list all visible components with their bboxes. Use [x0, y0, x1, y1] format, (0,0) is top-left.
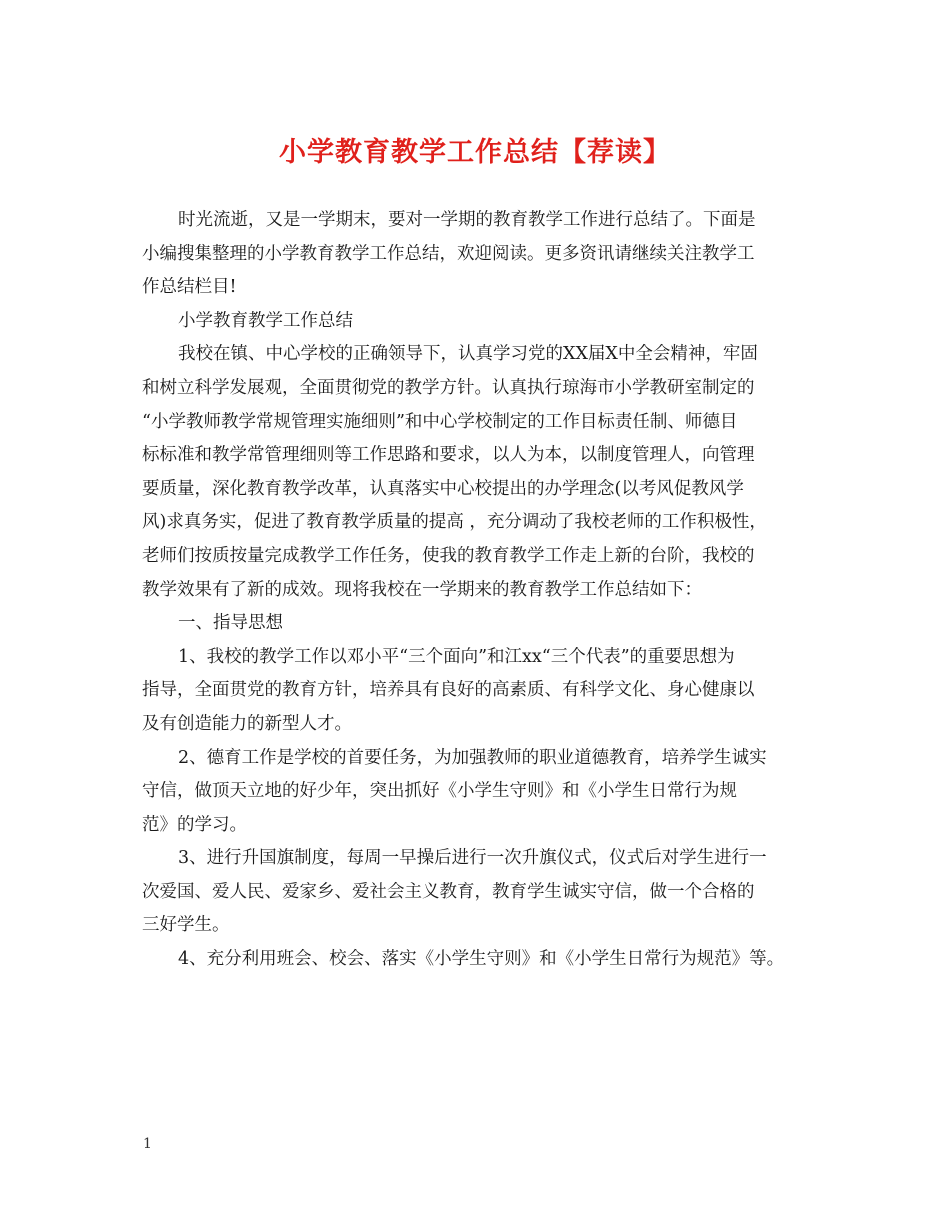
document-body	[142, 204, 822, 977]
document-title: 小学教育教学工作总结【荐读】	[279, 137, 671, 168]
text-line: 1、我校的教学工作以邓小平“三个面向”和江xx“三个代表”的重要思想为	[178, 646, 735, 667]
text-line: 2、德育工作是学校的首要任务，为加强教师的职业道德教育，培养学生诚实	[178, 747, 767, 768]
text-line: 三好学生。	[142, 915, 230, 936]
text-line: 老师们按质按量完成教学工作任务，使我的教育教学工作走上新的台阶，我校的	[142, 545, 755, 566]
text-line: 4、充分利用班会、校会、落实《小学生守则》和《小学生日常行为规范》等。	[178, 949, 785, 970]
text-line: 守信，做顶天立地的好少年，突出抓好《小学生守则》和《小学生日常行为规	[142, 781, 737, 802]
text-line: 风)求真务实，促进了教育教学质量的提高 ，充分调动了我校老师的工作积极性，	[142, 512, 767, 533]
text-line: 范》的学习。	[142, 814, 247, 835]
text-line: 要质量，深化教育教学改革，认真落实中心校提出的办学理念(以考风促教风学	[142, 478, 744, 499]
section-heading: 一、指导思想	[178, 613, 283, 634]
page-number: 1	[143, 1136, 152, 1152]
text-line: 教学效果有了新的成效。现将我校在一学期来的教育教学工作总结如下：	[142, 579, 702, 600]
text-line: 次爱国、爱人民、爱家乡、爱社会主义教育，教育学生诚实守信，做一个合格的	[142, 881, 755, 902]
text-line: 指导，全面贯党的教育方针，培养具有良好的高素质、有科学文化、身心健康以	[142, 680, 755, 701]
text-line: 时光流逝，又是一学期末，要对一学期的教育教学工作进行总结了。下面是	[178, 210, 756, 230]
text-line: 及有创造能力的新型人才。	[142, 713, 352, 734]
section-heading: 小学教育教学工作总结	[178, 310, 353, 331]
text-line: 标标准和教学常管理细则等工作思路和要求，以人为本，以制度管理人，向管理	[142, 445, 755, 466]
text-line: 和树立科学发展观，全面贯彻党的教学方针。认真执行琼海市小学教研室制定的	[142, 377, 755, 398]
text-line: 我校在镇、中心学校的正确领导下，认真学习党的XX届X中全会精神，牢固	[178, 344, 758, 365]
text-line: “小学教师教学常规管理实施细则”和中心学校制定的工作目标责任制、师德目	[142, 411, 738, 432]
text-line: 作总结栏目!	[142, 277, 237, 298]
text-line: 3、进行升国旗制度，每周一早操后进行一次升旗仪式，仪式后对学生进行一	[178, 848, 767, 869]
text-line: 小编搜集整理的小学教育教学工作总结，欢迎阅读。更多资讯请继续关注教学工	[142, 243, 755, 264]
